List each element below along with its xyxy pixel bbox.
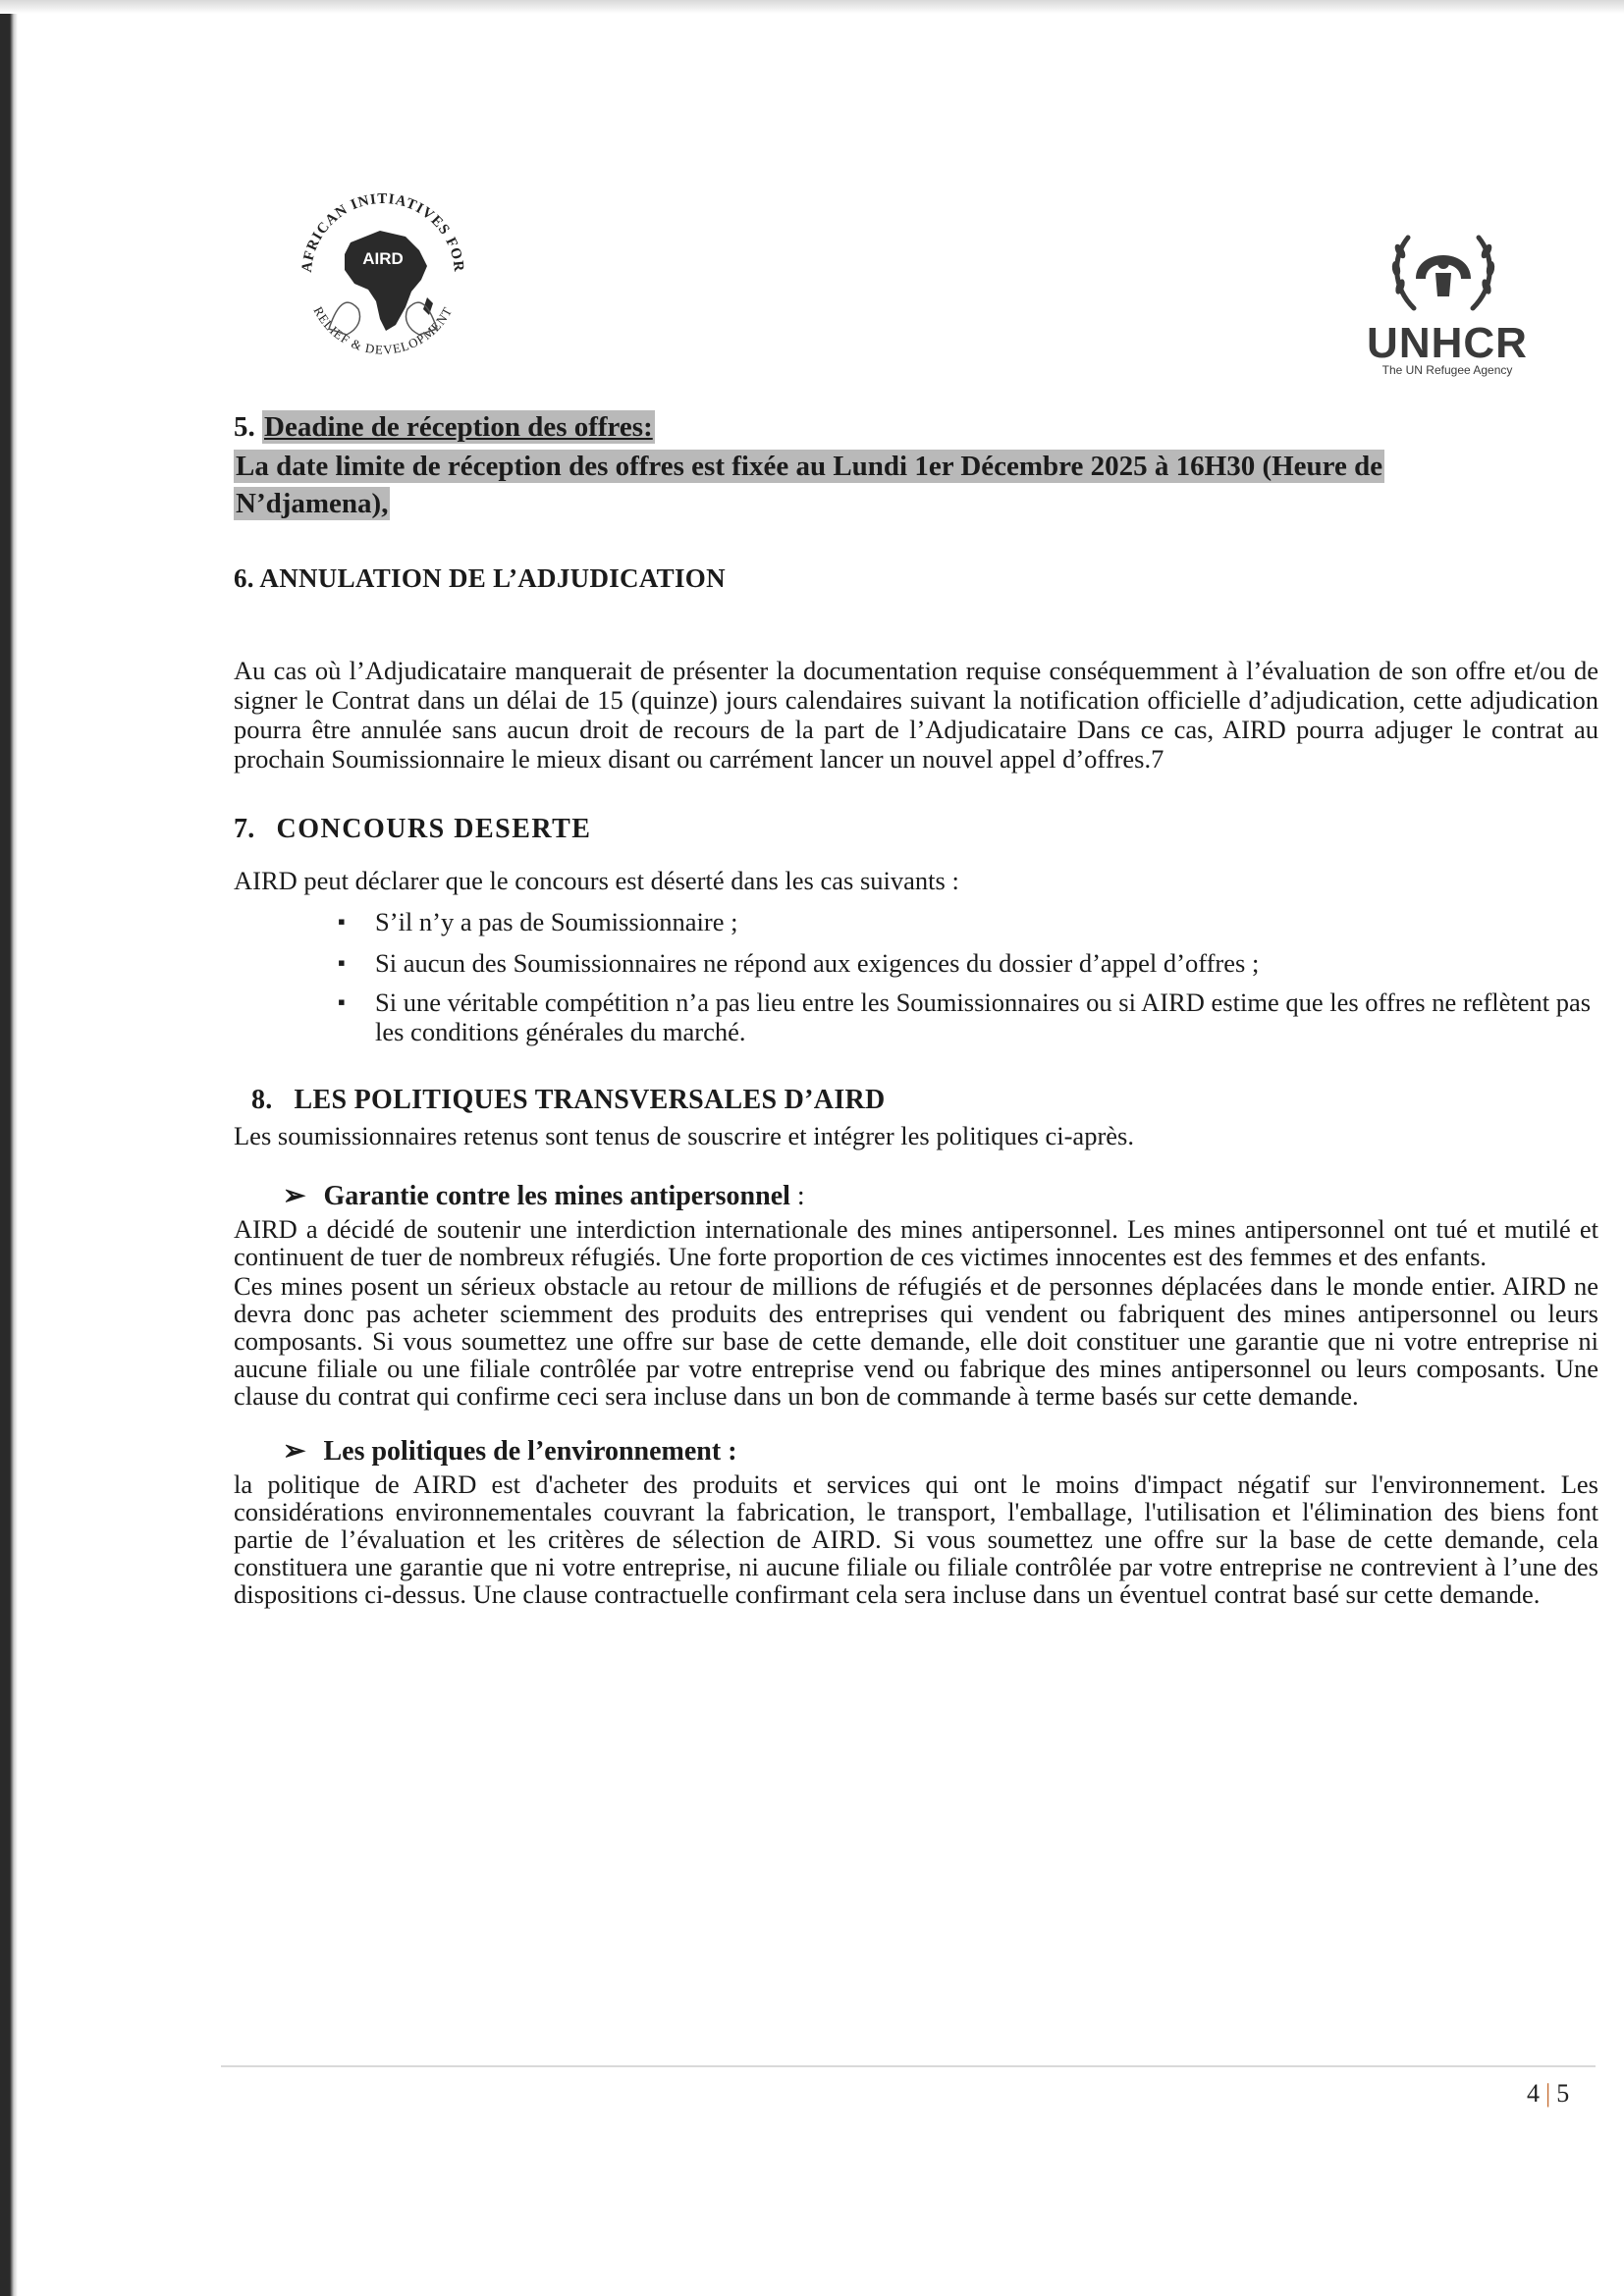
arrow-bullet-icon: ➢	[283, 1436, 306, 1467]
aird-acronym: AIRD	[362, 249, 404, 268]
list-item: ▪ Si aucun des Soumissionnaires ne répond aux exigences du dossier d’appel d’offres ;	[338, 946, 1598, 980]
sub-heading-mines-title: Garantie contre les mines antipersonnel	[323, 1181, 790, 1211]
page-number	[1527, 2079, 1569, 2109]
arrow-bullet-icon: ➢	[283, 1181, 306, 1211]
section-8-intro: Les soumissionnaires retenus sont tenus de souscrire et intégrer les politiques ci-après.	[234, 1121, 1134, 1150]
mines-paragraph-1: AIRD a décidé de soutenir une interdiction internationale des mines antipersonnel. Les mines antipersonnel ont tué et mutilé et continuent de tuer de nombreux réfugiés. Une forte proportion de ces victimes innocentes est des femmes et des enfants.	[234, 1214, 1598, 1271]
section-5-deadline-text2: N’djamena),	[236, 488, 389, 519]
section-7-title-row	[234, 813, 1608, 846]
document-body	[234, 410, 1608, 1608]
section-5-deadline-line2	[234, 485, 1608, 522]
sub-heading-environment-title: Les politiques de l’environnement :	[323, 1436, 737, 1467]
mines-paragraph-2: Ces mines posent un sérieux obstacle au retour de millions de réfugiés et de personnes déplacées dans le monde entier. AIRD ne devra donc pas acheter sciemment des produits des entreprises qui vendent ou fabriquent des mines antipersonnel ou leurs composants. Si vous soumettez une offre sur base de cette demande, elle doit constituer une garantie que ni votre entreprise ni aucune filiale ou une filiale contrôlée par votre entreprise vend ou fabrique des mines antipersonnel ou leurs composants. Une clause du contrat qui confirme ceci sera incluse dans un bon de commande à terme basés sur cette demande.	[234, 1271, 1598, 1411]
section-5-heading	[234, 410, 1608, 444]
list-item: ▪ S’il n’y a pas de Soumissionnaire ;	[338, 905, 1598, 938]
page-total: 5	[1556, 2079, 1570, 2108]
aird-logo	[290, 182, 476, 368]
page-current: 4	[1527, 2079, 1540, 2108]
section-5-number: 5.	[234, 411, 255, 443]
section-7-intro: AIRD peut déclarer que le concours est déserté dans les cas suivants :	[234, 866, 959, 895]
sub-heading-mines	[283, 1180, 1608, 1213]
footer-divider	[221, 2065, 1596, 2067]
africa-map-icon	[345, 231, 427, 331]
section-8-title: LES POLITIQUES TRANSVERSALES D’AIRD	[294, 1085, 886, 1115]
unhcr-wordmark: UNHCR	[1367, 319, 1528, 367]
aird-arc-bottom-text: RELIEF & DEVELOPMENT	[310, 303, 456, 357]
unhcr-tagline: The UN Refugee Agency	[1381, 363, 1513, 377]
section-5-title: Deadine de réception des offres:	[264, 411, 653, 443]
scan-edge-shadow	[0, 0, 18, 2296]
section-7-bullet-list	[338, 905, 1598, 1046]
section-5-deadline-text1: La date limite de réception des offres est fixée au Lundi 1er Décembre 2025 à 16H30 (Heure de	[236, 451, 1383, 482]
section-7-number: 7.	[234, 814, 255, 844]
sub-heading-environment	[283, 1435, 1608, 1468]
section-6-body: Au cas où l’Adjudicataire manquerait de présenter la documentation requise conséquemment à l’évaluation de son offre et/ou de signer le Contrat dans un délai de 15 (quinze) jours calendaires suivant la notification officielle d’adjudication, cette adjudication pourra être annulée sans aucun droit de recours de la part de l’Adjudicataire Dans ce cas, AIRD pourra adjuger le contrat au prochain Soumissionnaire le mieux disant ou carrément lancer un nouvel appel d’offres.7	[234, 656, 1598, 774]
section-7-title: CONCOURS DESERTE	[276, 814, 592, 844]
sub-heading-mines-suffix: :	[789, 1181, 805, 1211]
section-5	[234, 410, 1608, 522]
section-5-deadline-line1	[234, 448, 1608, 485]
section-8-number: 8.	[251, 1085, 273, 1115]
list-item: ▪ Si une véritable compétition n’a pas lieu entre les Soumissionnaires ou si AIRD estime que les offres ne reflètent pas les conditions générales du marché.	[338, 988, 1598, 1046]
section-6-title: 6. ANNULATION DE L’ADJUDICATION	[234, 563, 726, 593]
aird-arc-top-text: AFRICAN INITIATIVES FOR	[298, 190, 467, 274]
page-separator: |	[1545, 2079, 1551, 2108]
scan-top-shadow	[0, 0, 1624, 14]
environment-paragraph: la politique de AIRD est d'acheter des produits et services qui ont le moins d'impact négatif sur l'environnement. Les considérations environnementales couvrant la fabrication, le transport, l'emballage, l'utilisation et l'élimination des biens font partie de l’évaluation et les critères de sélection de AIRD. Si vous soumettez une offre sur la base de cette demande, cela constituera une garantie que ni votre entreprise, ni aucune filiale ou filiale contrôlée par votre entreprise ne contrevient à l’une des dispositions ci-dessus. Une clause contractuelle confirmant cela sera incluse dans un éventuel contrat basé sur cette demande.	[234, 1469, 1598, 1609]
section-8-title-row	[251, 1084, 1608, 1117]
